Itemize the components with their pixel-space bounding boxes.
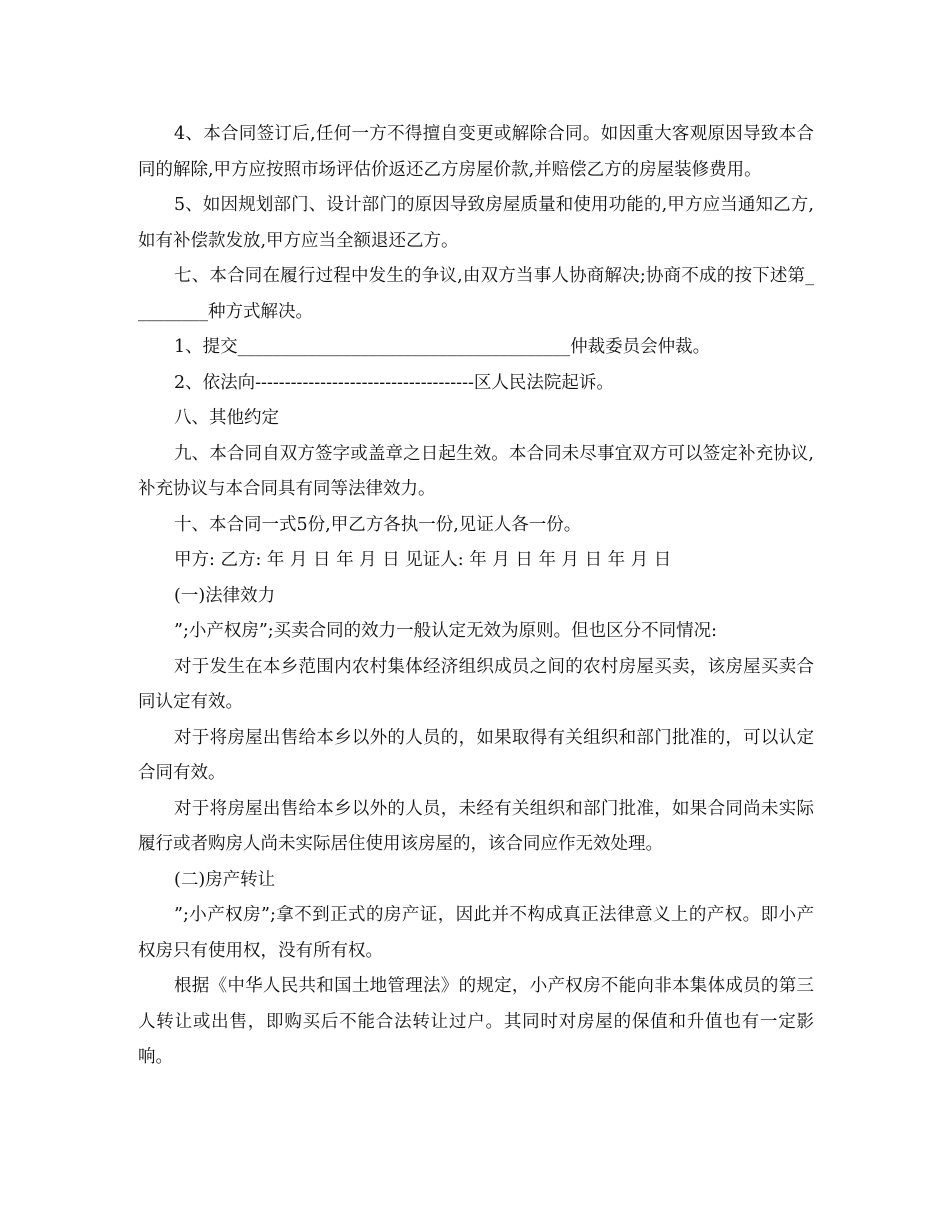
legal-effect-case-2: 对于将房屋出售给本乡以外的人员的，如果取得有关组织和部门批准的，可以认定合同有效。 — [138, 727, 814, 783]
signature-line: 甲方: 乙方: 年 月 日 年 月 日 见证人: 年 月 日 年 月 日 年 月 日 — [174, 550, 672, 570]
section-7-dispute-resolution: 七、本合同在履行过程中发生的争议,由双方当事人协商解决;协商不成的按下述第_________种方式解决。 — [138, 266, 814, 322]
property-transfer-law: 根据《中华人民共和国土地管理法》的规定，小产权房不能向非本集体成员的第三人转让或出售，即购买后不能合法转让过户。其同时对房屋的保值和升值也有一定影响。 — [138, 976, 814, 1067]
dispute-option-arbitration: 1、提交______________________________________仲裁委员会仲裁。 — [174, 337, 711, 357]
section-10-copies: 十、本合同一式5份,甲乙方各执一份,见证人各一份。 — [174, 514, 582, 535]
section-8-other-agreements: 八、其他约定 — [174, 408, 279, 428]
document-page — [138, 117, 814, 1076]
heading-property-transfer: (二)房产转让 — [174, 869, 276, 890]
clause-4-no-unilateral-change: 4、本合同签订后,任何一方不得擅自变更或解除合同。如因重大客观原因导致本合同的解除,甲方应按照市场评估价返还乙方房屋价款,并赔偿乙方的房屋装修费用。 — [138, 124, 814, 180]
dispute-option-court: 2、依法向-------------------------------------区人民法院起诉。 — [174, 372, 614, 393]
legal-effect-case-1: 对于发生在本乡范围内农村集体经济组织成员之间的农村房屋买卖，该房屋买卖合同认定有效。 — [138, 656, 814, 712]
legal-effect-case-3: 对于将房屋出售给本乡以外的人员，未经有关组织和部门批准，如果合同尚未实际履行或者购房人尚未实际居住使用该房屋的，该合同应作无效处理。 — [138, 798, 814, 854]
clause-5-planning-compensation: 5、如因规划部门、设计部门的原因导致房屋质量和使用功能的,甲方应当通知乙方,如有补偿款发放,甲方应当全额退还乙方。 — [138, 195, 814, 251]
legal-effect-intro: ”;小产权房”;买卖合同的效力一般认定无效为原则。但也区分不同情况: — [174, 621, 718, 641]
property-transfer-intro: ”;小产权房”;拿不到正式的房产证，因此并不构成真正法律意义上的产权。即小产权房只有使用权，没有所有权。 — [138, 905, 814, 961]
heading-legal-effect: (一)法律效力 — [174, 585, 276, 606]
section-9-effectiveness: 九、本合同自双方签字或盖章之日起生效。本合同未尽事宜双方可以签定补充协议,补充协议与本合同具有同等法律效力。 — [138, 443, 814, 499]
